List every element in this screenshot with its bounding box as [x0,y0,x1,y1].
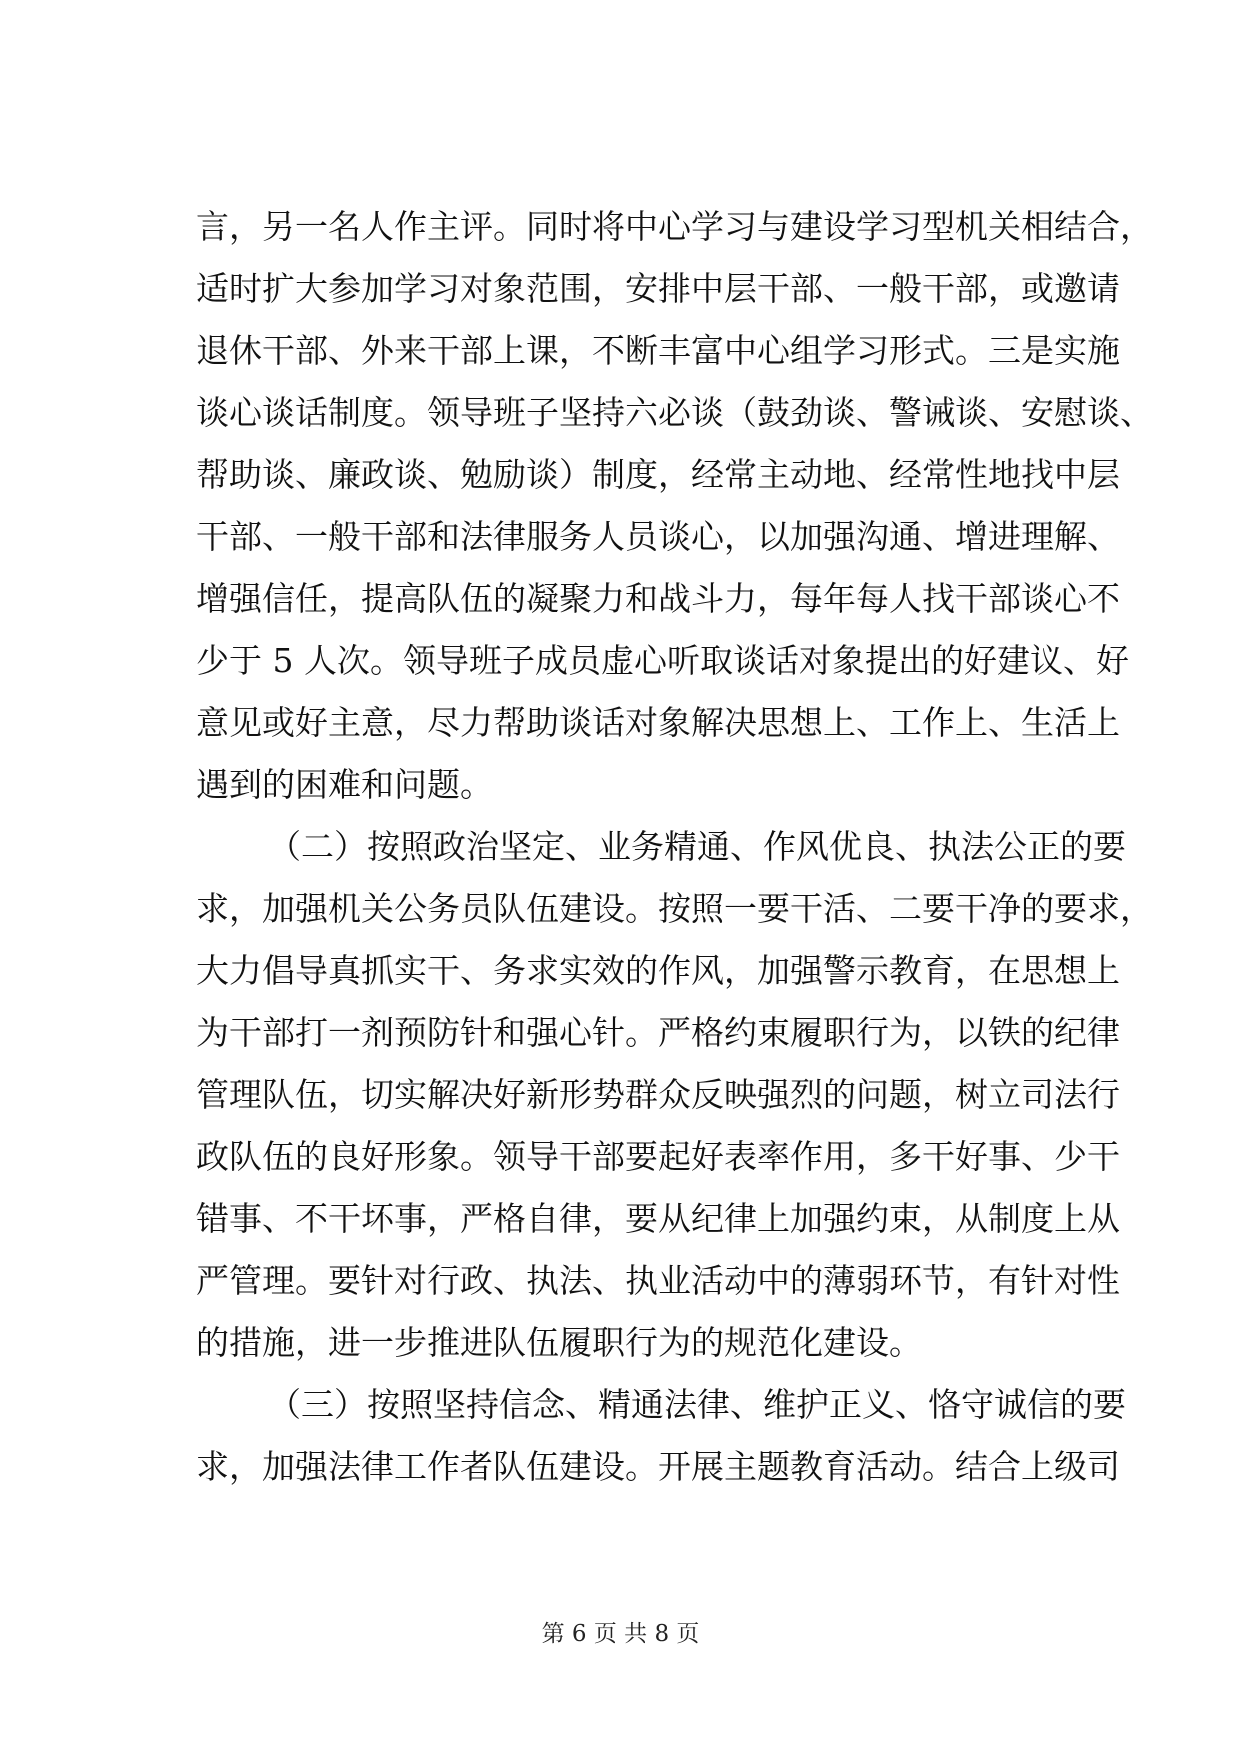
text-line: 为干部打一剂预防针和强心针。严格约束履职行为，以铁的纪律 [196,1013,1120,1052]
text-line: 遇到的困难和问题。 [196,765,493,804]
text-line: 错事、不干坏事，严格自律，要从纪律上加强约束，从制度上从 [196,1199,1120,1238]
text-line: 求，加强机关公务员队伍建设。按照一要干活、二要干净的要求， [196,889,1153,928]
text-line: （二）按照政治坚定、业务精通、作风优良、执法公正的要 [268,827,1126,866]
text-line: 谈心谈话制度。领导班子坚持六必谈（鼓劲谈、警诫谈、安慰谈、 [196,393,1153,432]
page-number-footer: 第 6 页 共 8 页 [541,1621,700,1647]
text-line: 求，加强法律工作者队伍建设。开展主题教育活动。结合上级司 [196,1447,1120,1486]
text-line: 少于 5 人次。领导班子成员虚心听取谈话对象提出的好建议、好 [196,641,1129,680]
text-line: 严管理。要针对行政、执法、执业活动中的薄弱环节，有针对性 [196,1261,1120,1300]
text-line: 言，另一名人作主评。同时将中心学习与建设学习型机关相结合， [196,207,1153,246]
text-line: 适时扩大参加学习对象范围，安排中层干部、一般干部，或邀请 [196,269,1120,308]
text-line: 帮助谈、廉政谈、勉励谈）制度，经常主动地、经常性地找中层 [196,455,1120,494]
text-line: 增强信任，提高队伍的凝聚力和战斗力，每年每人找干部谈心不 [196,579,1120,618]
text-line: （三）按照坚持信念、精通法律、维护正义、恪守诚信的要 [268,1385,1126,1424]
text-line: 管理队伍，切实解决好新形势群众反映强烈的问题，树立司法行 [196,1075,1120,1114]
text-line: 政队伍的良好形象。领导干部要起好表率作用，多干好事、少干 [196,1137,1120,1176]
text-line: 干部、一般干部和法律服务人员谈心，以加强沟通、增进理解、 [196,517,1120,556]
body-text [196,196,1153,1498]
text-line: 的措施，进一步推进队伍履职行为的规范化建设。 [196,1323,922,1362]
text-line: 意见或好主意，尽力帮助谈话对象解决思想上、工作上、生活上 [196,703,1120,742]
text-line: 退休干部、外来干部上课，不断丰富中心组学习形式。三是实施 [196,331,1120,370]
text-line: 大力倡导真抓实干、务求实效的作风，加强警示教育，在思想上 [196,951,1120,990]
